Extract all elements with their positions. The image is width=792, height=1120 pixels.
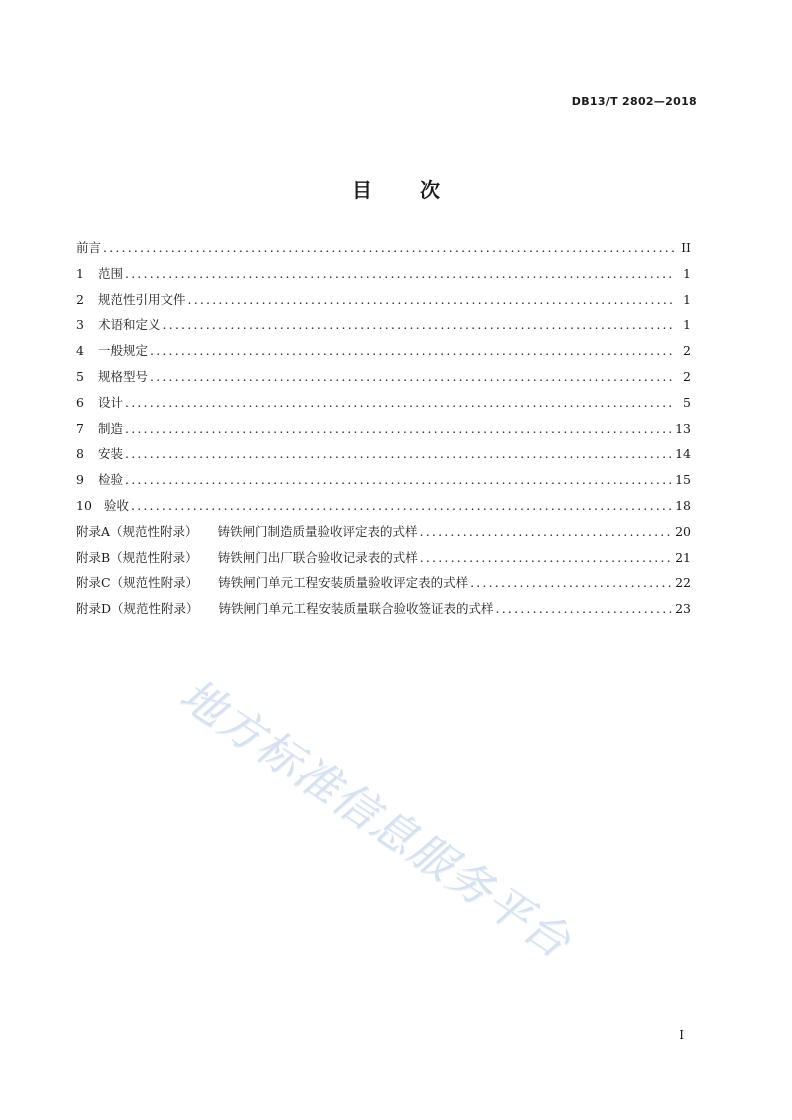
toc-item-page: 21 (675, 549, 691, 565)
toc-item-1[interactable] (76, 264, 691, 290)
toc-item-number: 8 (76, 446, 84, 462)
toc-leader-dots (131, 496, 673, 516)
toc-item-page: 18 (675, 497, 691, 513)
appendix-title: 铸铁闸门单元工程安装质量联合验收签证表的式样 (218, 601, 494, 617)
toc-leader-dots (125, 444, 673, 464)
toc-item-label: 规格型号 (98, 368, 149, 384)
toc-appendix-label (76, 599, 494, 619)
toc-item-8[interactable] (76, 444, 691, 470)
toc-item-foreword[interactable] (76, 238, 691, 264)
toc-item-page: 1 (683, 265, 691, 281)
table-of-contents (76, 238, 691, 625)
toc-item-page: 1 (683, 291, 691, 307)
toc-item-number: 10 (76, 497, 92, 513)
toc-item-3[interactable] (76, 315, 691, 341)
toc-item-label: 安装 (98, 446, 124, 462)
appendix-title: 铸铁闸门出厂联合验收记录表的式样 (217, 549, 418, 565)
toc-appendix-d[interactable] (76, 599, 691, 625)
toc-leader-dots (420, 522, 674, 542)
toc-item-page: II (681, 240, 691, 255)
toc-leader-dots (470, 573, 673, 593)
toc-item-number: 7 (76, 420, 84, 436)
toc-item-number: 9 (76, 472, 84, 488)
title-part-2: 次 (420, 178, 440, 202)
toc-leader-dots (150, 341, 675, 361)
page-number: I (679, 1028, 684, 1042)
toc-item-5[interactable] (76, 367, 691, 393)
watermark-text: 地方标准信息服务平台 (170, 669, 581, 969)
toc-item-page: 1 (683, 317, 691, 333)
toc-item-number: 2 (76, 291, 84, 307)
toc-item-2[interactable] (76, 290, 691, 316)
toc-item-label: 验收 (104, 497, 130, 513)
toc-item-6[interactable] (76, 393, 691, 419)
appendix-prefix: 附录C（规范性附录） (76, 575, 199, 591)
toc-item-10[interactable] (76, 496, 691, 522)
toc-item-number: 4 (76, 343, 84, 359)
toc-appendix-label (76, 548, 418, 568)
toc-item-number: 3 (76, 317, 84, 333)
toc-item-number: 6 (76, 394, 84, 410)
toc-item-label: 前言 (76, 240, 102, 255)
toc-item-page: 2 (683, 368, 691, 384)
toc-leader-dots (125, 419, 673, 439)
toc-item-label: 制造 (98, 420, 124, 436)
toc-item-page: 5 (683, 394, 691, 410)
toc-leader-dots (150, 367, 675, 387)
toc-item-page: 23 (675, 601, 691, 617)
toc-item-page: 20 (675, 523, 691, 539)
toc-item-label: 规范性引用文件 (98, 291, 186, 307)
toc-leader-dots (188, 290, 675, 310)
toc-appendix-b[interactable] (76, 548, 691, 574)
toc-item-page: 15 (675, 472, 691, 488)
toc-item-number: 1 (76, 265, 84, 281)
appendix-prefix: 附录B（规范性附录） (76, 549, 198, 565)
appendix-title: 铸铁闸门制造质量验收评定表的式样 (217, 523, 418, 539)
toc-item-label: 检验 (98, 472, 124, 488)
toc-item-label: 设计 (98, 394, 124, 410)
toc-item-number: 5 (76, 368, 84, 384)
appendix-title: 铸铁闸门单元工程安装质量验收评定表的式样 (218, 575, 469, 591)
toc-item-label: 一般规定 (98, 343, 149, 359)
toc-item-page: 22 (675, 575, 691, 591)
appendix-prefix: 附录A（规范性附录） (76, 523, 198, 539)
toc-leader-dots (163, 315, 675, 335)
toc-item-page: 14 (675, 446, 691, 462)
toc-appendix-label (76, 573, 468, 593)
toc-item-label: 术语和定义 (98, 317, 161, 333)
toc-appendix-a[interactable] (76, 522, 691, 548)
title-part-1: 目 (352, 178, 372, 202)
toc-leader-dots (125, 264, 675, 284)
toc-leader-dots (125, 393, 675, 413)
toc-appendix-c[interactable] (76, 573, 691, 599)
toc-item-page: 2 (683, 343, 691, 359)
toc-item-9[interactable] (76, 470, 691, 496)
toc-leader-dots (496, 599, 674, 619)
toc-leader-dots (125, 470, 673, 490)
toc-item-label: 范围 (98, 265, 124, 281)
document-code: DB13/T 2802—2018 (571, 95, 697, 108)
page-title (0, 174, 792, 203)
toc-appendix-label (76, 522, 418, 542)
toc-item-4[interactable] (76, 341, 691, 367)
toc-leader-dots (103, 238, 675, 258)
toc-leader-dots (420, 548, 673, 568)
toc-item-7[interactable] (76, 419, 691, 445)
toc-item-page: 13 (675, 420, 691, 436)
appendix-prefix: 附录D（规范性附录） (76, 601, 199, 617)
